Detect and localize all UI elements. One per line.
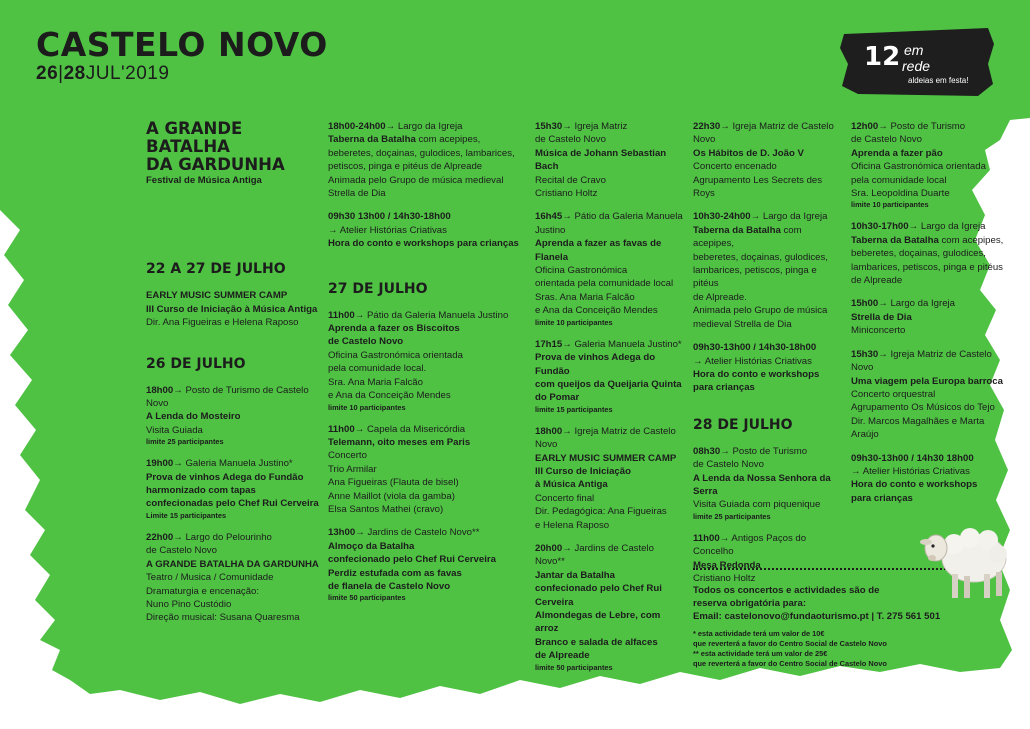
event-atelier-28: 09h30-13h00 / 14h30 18h00 → Atelier Histórias Criativas Hora do conto e workshops para crianças [851, 452, 978, 504]
event-favas: 16h45→ Pátio da Galeria Manuela Justino Aprenda a fazer as favas de Flanela Oficina Gastronómica orientada pela comunidade local Sras. Ana Maria Falcão e Ana da Conceição Mendes limite 10 participantes [535, 211, 683, 327]
page-title: CASTELO NOVO [36, 25, 328, 64]
logo-number: 12 [864, 42, 901, 72]
column-3 [535, 120, 685, 683]
event-pao: 12h00→ Posto de Turismo de Castelo Novo Aprenda a fazer pão Oficina Gastronómica orientada pela comunidade local Sra. Leopoldina Duarte limite 10 participantes [851, 121, 986, 210]
column-1 [146, 120, 321, 635]
event-lenda-mosteiro: 18h00→ Posto de Turismo de Castelo Novo A Lenda do Mosteiro Visita Guiada limite 25 participantes [146, 384, 309, 447]
column-4 [693, 120, 843, 595]
event-nossa-senhora: 08h30→ Posto de Turismo de Castelo Novo A Lenda da Nossa Senhora da Serra Visita Guiada com piquenique limite 25 participantes [693, 445, 831, 521]
event-atelier-26: 09h30 13h00 / 14h30-18h00 → Atelier Histórias Criativas Hora do conto e workshops para crianças [328, 211, 519, 250]
event-grande-batalha: 22h00→ Largo do Pelourinho de Castelo Novo A GRANDE BATALHA DA GARDUNHA Teatro / Musica / Comunidade Dramaturgia e encenação: Nuno Pino Custódio Direção musical: Susana Quaresma [146, 531, 319, 624]
event-taberna-27: 10h30-24h00→ Largo da Igreja Taberna da Batalha com acepipes, beberetes, doçainas, gulodices, lambarices, petiscos, pinga e pitéus de Alpreade. Animada pelo Grupo de música medieval Strella de Dia [693, 211, 828, 330]
section-22-27-julho: 22 A 27 DE JULHO [146, 261, 286, 278]
section-26-julho: 26 DE JULHO [146, 355, 246, 372]
contact-email[interactable]: Email: castelonovo@fundaoturismo.pt | T. 275 561 501 [693, 611, 941, 622]
reservation-info: Todos os concertos e actividades são de reserva obrigatória para: Email: castelonovo@fundaoturismo.pt | T. 275 561 501 * esta actividade terá um valor de 10€ que reverterá a favor do Centro Social de Castelo Novo ** esta actividade terá um valor de 25€ que reverterá a favor do Centro Social de Castelo Novo [693, 584, 1013, 669]
event-prova-vinhos-17h: 17h15→ Galeria Manuela Justino* Prova de vinhos Adega do Fundão com queijos da Queijaria Quinta do Pomar limite 15 participantes [535, 338, 682, 414]
event-telemann: 11h00→ Capela da Misericórdia Telemann, oito meses em Paris Concerto Trio Armilar Ana Figueiras (Flauta de bisel) Anne Maillot (viola da gamba) Elsa Santos Mathei (cravo) [328, 423, 471, 515]
event-europa-barroca: 15h30→ Igreja Matriz de Castelo Novo Uma viagem pela Europa barroca Concerto orquestral Agrupamento Os Músicos do Tejo Dir. Marcos Magalhães e Marta Araújo [851, 348, 1003, 441]
event-almoco-batalha: 13h00→ Jardins de Castelo Novo** Almoço da Batalha confecionado pelo Chef Rui Cerveira Perdiz estufada com as favas de flanela de Castelo Novo limite 50 participantes [328, 527, 496, 603]
event-biscoitos: 11h00→ Pátio da Galeria Manuela Justino Aprenda a fazer os Biscoitos de Castelo Novo Oficina Gastronómica orientada pela comunidade local. Sra. Ana Maria Falcão e Ana da Conceição Mendes limite 10 participantes [328, 309, 509, 412]
event-taberna-26: 18h00-24h00→ Largo da Igreja Taberna da Batalha com acepipes, beberetes, doçainas, gulodices, lambarices, petiscos, pinga e pitéus de Alpreade Animada pelo Grupo de música medieval Strella de Dia [328, 121, 515, 200]
section-28-julho: 28 DE JULHO [693, 416, 793, 433]
event-taberna-28: 10h30-17h00→ Largo da Igreja Taberna da Batalha com acepipes, beberetes, doçainas, gulodices, lambarices, petiscos, pinga e pitéus de Alpreade [851, 221, 1004, 287]
event-mesa-redonda: 11h00→ Antigos Paços do Concelho Mesa Redonda Cristiano Holtz [693, 532, 807, 584]
logo-em: em [904, 42, 924, 58]
event-strella-de-dia: 15h00→ Largo da Igreja Strella de Dia Miniconcerto [851, 298, 956, 337]
event-prova-vinhos-19h: 19h00→ Galeria Manuela Justino* Prova de vinhos Adega do Fundão harmonizado com tapas confecionadas pelo Chef Rui Cerveira Limite 15 participantes [146, 458, 319, 520]
festival-subtitle: Festival de Música Antiga [146, 175, 262, 186]
event-atelier-27: 09h30-13h00 / 14h30-18h00 → Atelier Histórias Criativas Hora do conto e workshops para crianças [693, 342, 820, 394]
logo-tagline: aldeias em festa! [908, 76, 969, 85]
event-jantar-batalha: 20h00→ Jardins de Castelo Novo** Jantar da Batalha confecionado pelo Chef Rui Cerveira Almondegas de Lebre, com arroz Branco e salada de alfaces de Alpreade limite 50 participantes [535, 542, 662, 672]
section-27-julho: 27 DE JULHO [328, 280, 428, 297]
column-2 [328, 120, 526, 613]
sheep-icon [918, 512, 1010, 604]
12-em-rede-logo [838, 24, 996, 100]
event-summer-camp: EARLY MUSIC SUMMER CAMP III Curso de Iniciação à Música Antiga Dir. Ana Figueiras e Helena Raposo [146, 290, 318, 329]
event-bach: 15h30→ Igreja Matriz de Castelo Novo Música de Johann Sebastian Bach Recital de Cravo Cristiano Holtz [535, 121, 667, 200]
logo-rede: rede [902, 58, 931, 74]
event-concerto-final: 18h00→ Igreja Matriz de Castelo Novo EARLY MUSIC SUMMER CAMP III Curso de Iniciação à Música Antiga Concerto final Dir. Pedagógica: Ana Figueiras e Helena Raposo [535, 425, 677, 531]
festival-title: A GRANDE BATALHA DA GARDUNHA [146, 119, 285, 174]
event-habitos-joao-v: 22h30→ Igreja Matriz de Castelo Novo Os Hábitos de D. João V Concerto encenado Agrupamento Les Secrets des Roys [693, 121, 834, 200]
column-5 [851, 120, 1013, 515]
event-dates: 26|28JUL'2019 [36, 63, 170, 84]
